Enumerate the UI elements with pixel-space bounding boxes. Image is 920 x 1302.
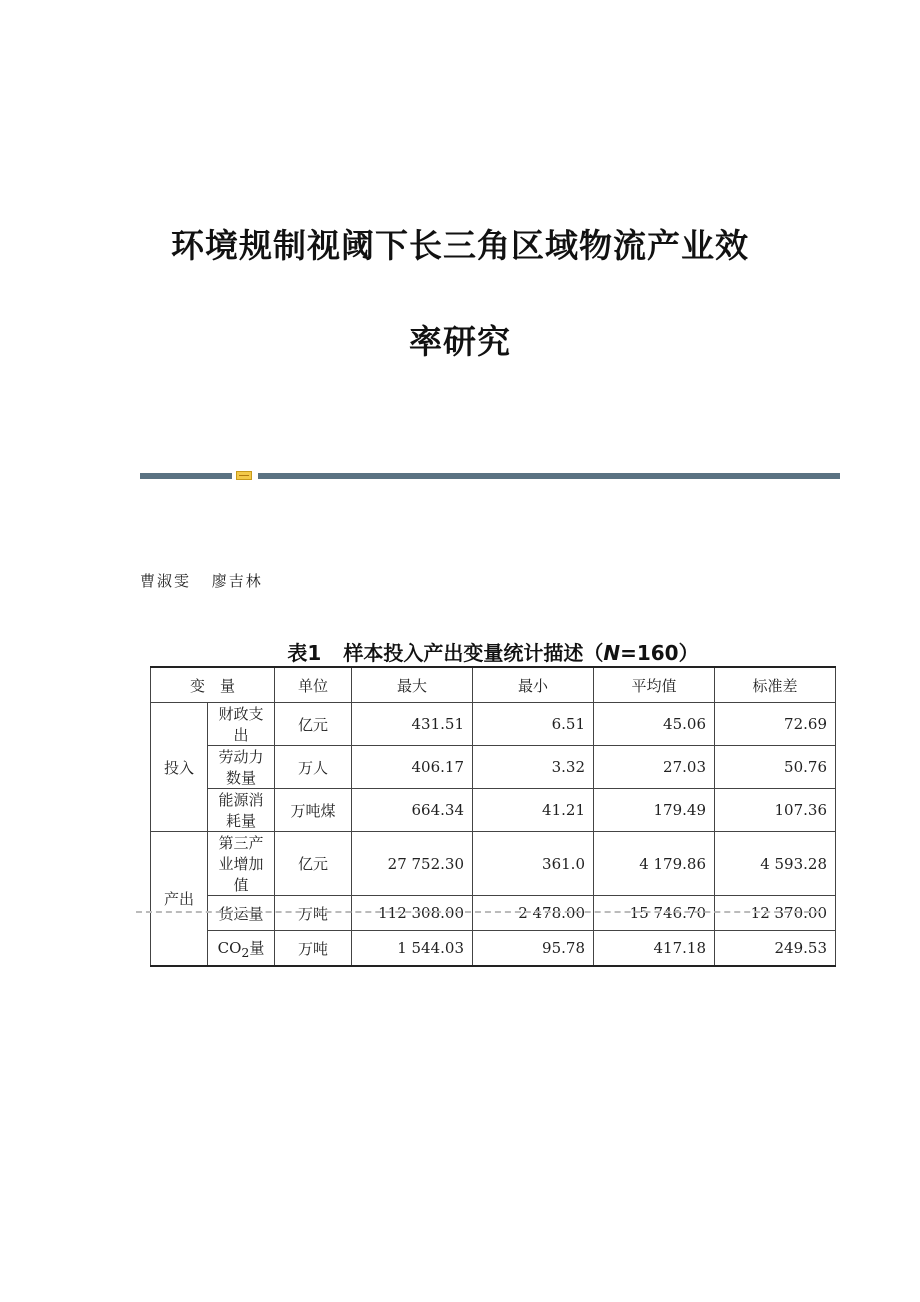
variable-cell: 货运量 xyxy=(208,896,275,931)
author-name: 曹淑雯 xyxy=(140,572,192,590)
unit-cell: 亿元 xyxy=(275,832,352,896)
document-title-line-2: 率研究 xyxy=(409,322,511,361)
variable-subscript: 2 xyxy=(241,944,250,960)
group-label-input: 投入 xyxy=(151,703,208,832)
unit-cell: 万人 xyxy=(275,746,352,789)
min-cell: 95.78 xyxy=(473,931,594,967)
variable-main: CO xyxy=(217,938,242,957)
std-cell: 12 370.00 xyxy=(715,896,836,931)
divider-bar-left xyxy=(140,473,232,479)
statistics-table xyxy=(150,666,836,967)
max-cell: 664.34 xyxy=(352,789,473,832)
min-cell: 361.0 xyxy=(473,832,594,896)
variable-tail: 量 xyxy=(249,938,265,957)
max-cell: 27 752.30 xyxy=(352,832,473,896)
mean-cell: 15 746.70 xyxy=(594,896,715,931)
table-row xyxy=(151,703,836,746)
mean-cell: 27.03 xyxy=(594,746,715,789)
header-min: 最小 xyxy=(473,667,594,703)
max-cell: 431.51 xyxy=(352,703,473,746)
table-caption-label: 表1 xyxy=(287,641,322,665)
min-cell: 3.32 xyxy=(473,746,594,789)
author-list xyxy=(140,570,277,591)
variable-cell: 劳动力数量 xyxy=(208,746,275,789)
table-header-row xyxy=(151,667,836,703)
group-label-output: 产出 xyxy=(151,832,208,967)
header-mean: 平均值 xyxy=(594,667,715,703)
table-row xyxy=(151,931,836,967)
std-cell: 249.53 xyxy=(715,931,836,967)
cropped-text-trace xyxy=(136,911,820,916)
variable-cell: 财政支出 xyxy=(208,703,275,746)
max-cell: 1 544.03 xyxy=(352,931,473,967)
header-unit: 单位 xyxy=(275,667,352,703)
min-cell: 41.21 xyxy=(473,789,594,832)
table-caption-tail: =160） xyxy=(620,641,699,665)
title-divider xyxy=(140,471,840,479)
table-caption xyxy=(150,637,836,666)
table-row xyxy=(151,789,836,832)
unit-cell: 万吨 xyxy=(275,896,352,931)
document-title-line-1: 环境规制视阈下长三角区域物流产业效 xyxy=(171,226,749,265)
mean-cell: 4 179.86 xyxy=(594,832,715,896)
header-max: 最大 xyxy=(352,667,473,703)
mean-cell: 179.49 xyxy=(594,789,715,832)
variable-cell: 能源消耗量 xyxy=(208,789,275,832)
unit-cell: 亿元 xyxy=(275,703,352,746)
mean-cell: 417.18 xyxy=(594,931,715,967)
unit-cell: 万吨煤 xyxy=(275,789,352,832)
min-cell: 2 478.00 xyxy=(473,896,594,931)
std-cell: 107.36 xyxy=(715,789,836,832)
variable-cell xyxy=(208,931,275,967)
table-row xyxy=(151,832,836,896)
author-name: 廖吉林 xyxy=(211,572,263,590)
unit-cell: 万吨 xyxy=(275,931,352,967)
min-cell: 6.51 xyxy=(473,703,594,746)
max-cell: 406.17 xyxy=(352,746,473,789)
std-cell: 4 593.28 xyxy=(715,832,836,896)
divider-ornament-icon xyxy=(236,471,252,480)
header-variable: 变 量 xyxy=(151,667,275,703)
std-cell: 50.76 xyxy=(715,746,836,789)
table-row xyxy=(151,746,836,789)
variable-cell: 第三产业增加值 xyxy=(208,832,275,896)
mean-cell: 45.06 xyxy=(594,703,715,746)
header-std: 标准差 xyxy=(715,667,836,703)
table-caption-text: 样本投入产出变量统计描述（ xyxy=(343,641,604,665)
divider-bar-right xyxy=(258,473,840,479)
max-cell: 112 308.00 xyxy=(352,896,473,931)
table-caption-n: N xyxy=(603,641,621,665)
std-cell: 72.69 xyxy=(715,703,836,746)
